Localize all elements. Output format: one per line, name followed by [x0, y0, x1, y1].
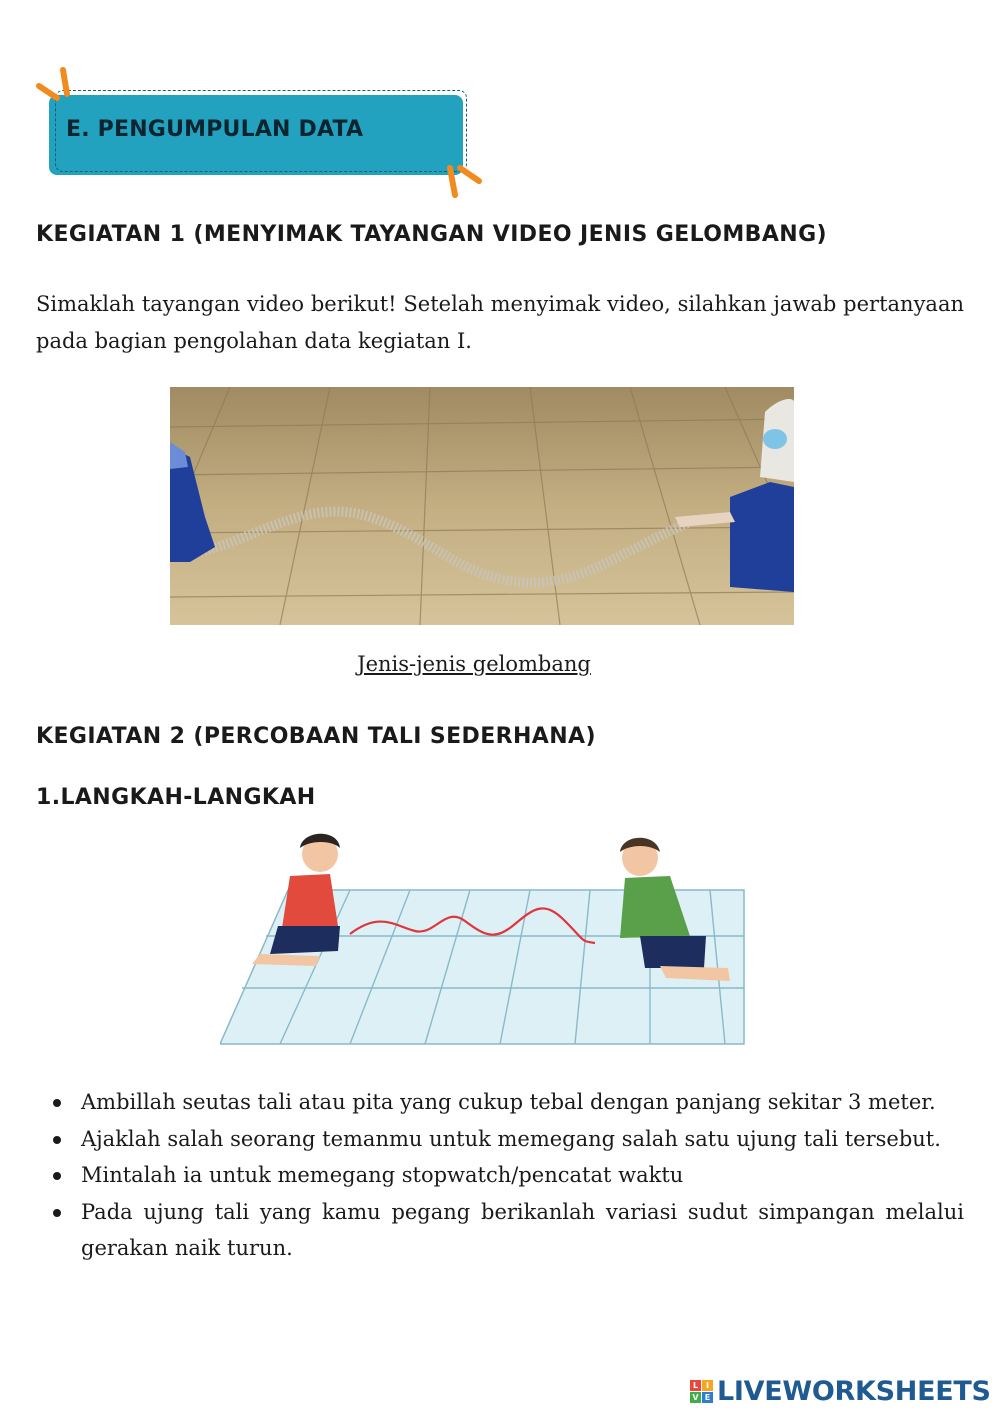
section-title: E. PENGUMPULAN DATA: [66, 117, 364, 142]
spark-bottom-right-icon: [440, 162, 484, 200]
logo-letter: L: [690, 1380, 701, 1391]
activity1-heading: KEGIATAN 1 (MENYIMAK TAYANGAN VIDEO JENIS GELOMBANG): [36, 222, 827, 247]
activity2-heading: KEGIATAN 2 (PERCOBAAN TALI SEDERHANA): [36, 724, 596, 749]
logo-text: LIVEWORKSHEETS: [717, 1375, 991, 1407]
section-banner: [36, 66, 482, 200]
logo-mark-icon: [690, 1380, 713, 1403]
steps-subheading: 1.LANGKAH-LANGKAH: [36, 785, 316, 810]
video-caption-link[interactable]: Jenis-jenis gelombang: [357, 652, 591, 676]
liveworksheets-logo[interactable]: [690, 1374, 991, 1408]
logo-letter: E: [702, 1392, 713, 1403]
list-item: Ajaklah salah seorang temanmu untuk memegang salah satu ujung tali tersebut.: [36, 1121, 964, 1158]
logo-letter: V: [690, 1392, 701, 1403]
rope-experiment-image: [220, 826, 746, 1046]
rope-experiment-illustration: [220, 826, 746, 1046]
spark-top-left-icon: [36, 66, 76, 106]
list-item: Mintalah ia untuk memegang stopwatch/pencatat waktu: [36, 1157, 964, 1194]
video-thumbnail-image: [170, 387, 794, 625]
steps-list: [36, 1084, 964, 1267]
logo-letter: I: [702, 1380, 713, 1391]
list-item: Pada ujung tali yang kamu pegang berikanlah variasi sudut simpangan melalui gerakan naik turun.: [36, 1194, 964, 1267]
video-player[interactable]: [170, 387, 794, 625]
list-item: Ambillah seutas tali atau pita yang cukup tebal dengan panjang sekitar 3 meter.: [36, 1084, 964, 1121]
activity1-instruction: Simaklah tayangan video berikut! Setelah menyimak video, silahkan jawab pertanyaan pada bagian pengolahan data kegiatan I.: [36, 292, 964, 353]
